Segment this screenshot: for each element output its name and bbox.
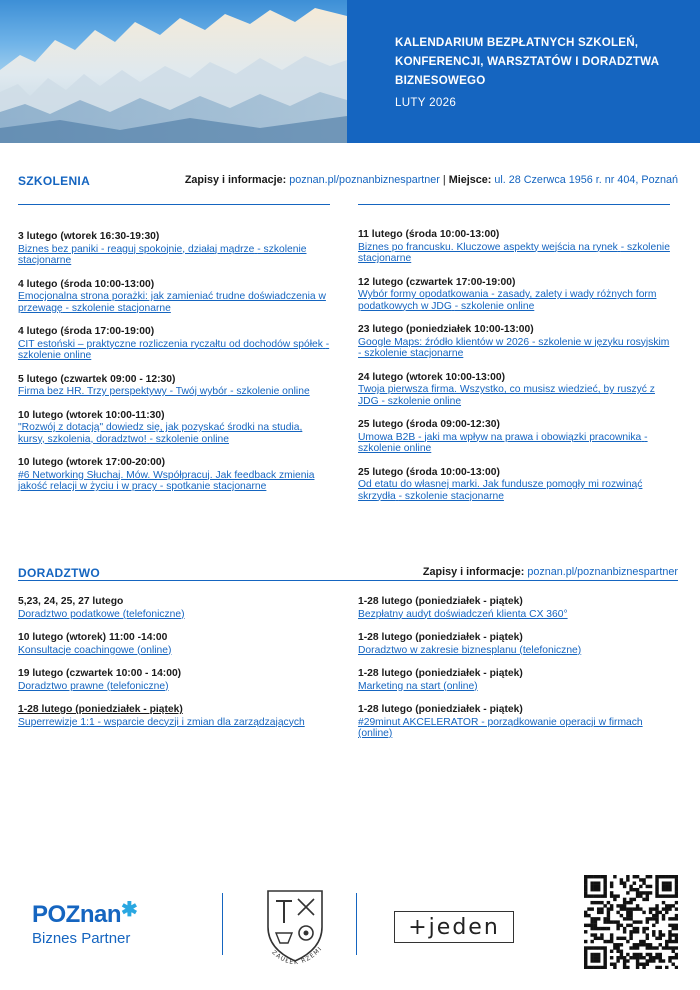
event-date: 5,23, 24, 25, 27 lutego [18,596,124,607]
advisory-title: DORADZTWO [18,566,101,580]
event-date: 19 lutego (czwartek 10:00 - 14:00) [18,668,182,679]
training-place-value: ul. 28 Czerwca 1956 r. nr 404, Poznań [494,174,678,186]
footer-divider [356,893,357,955]
list-item [358,668,670,692]
event-date: 10 lutego (wtorek) 11:00 -14:00 [18,632,168,643]
event-date: 1-28 lutego (poniedziałek - piątek) [358,704,523,715]
event-date: 1-28 lutego (poniedziałek - piątek) [358,668,523,679]
poznan-logo-subtitle: Biznes Partner [32,930,131,947]
event-link[interactable]: #29minut AKCELERATOR - porządkowanie operacji w firmach (online) [358,716,643,739]
event-link[interactable]: Biznes bez paniki - reaguj spokojnie, działaj mądrze - szkolenie stacjonarne [18,243,307,266]
list-item [18,374,330,398]
list-item [358,632,670,656]
header-banner [347,0,700,143]
footer-divider [222,893,223,955]
list-item [358,277,670,313]
event-link[interactable]: Doradztwo w zakresie biznesplanu (telefoniczne) [358,644,582,656]
advisory-left-column [18,596,330,740]
event-link[interactable]: Konsultacje coachingowe (online) [18,644,172,656]
advisory-info-label: Zapisy i informacje: [422,566,525,578]
page-footer [0,865,700,975]
training-place-label: Miejsce: [448,174,492,186]
page-month: LUTY 2026 [395,96,457,109]
qr-code-icon [584,875,678,974]
event-date: 11 lutego (środa 10:00-13:00) [358,229,500,240]
divider [18,204,330,205]
list-item [358,596,670,620]
list-item [358,324,670,360]
list-item [358,419,670,455]
winter-forest-photo [0,0,347,143]
event-link[interactable]: #6 Networking Słuchaj. Mów. Współpracuj. Jak feedback zmienia jakość relacji w życiu i w pracy - spotkanie stacjonarne [18,469,315,492]
event-link[interactable]: Twoja pierwsza firma. Wszystko, co musisz wiedzieć, by ruszyć z JDG - szkolenie online [358,384,655,407]
list-item [358,467,670,503]
event-link[interactable]: Superrewizje 1:1 - wsparcie decyzji i zmian dla zarządzających [18,716,305,728]
training-title: SZKOLENIA [18,174,91,188]
list-item [18,410,330,446]
list-item [18,704,330,728]
info-separator: | [442,174,446,186]
training-info [185,174,678,186]
divider [358,204,670,205]
list-item [18,596,330,620]
event-link[interactable]: Marketing na start (online) [358,680,478,692]
svg-text:ZAUŁEK RZEMIOSŁA [262,887,324,966]
event-date: 25 lutego (środa 09:00-12:30) [358,419,500,430]
event-link[interactable]: Wybór formy opodatkowania - zasady, zalety i wady różnych form podatkowych w JDG - szkolenie online [358,289,657,312]
list-item [358,704,670,740]
event-date: 12 lutego (czwartek 17:00-19:00) [358,276,516,288]
event-link[interactable]: CIT estoński – praktyczne rozliczenia ryczałtu od dochodów spółek - szkolenie online [18,338,330,361]
advisory-right-column [358,596,670,752]
event-link[interactable]: Doradztwo podatkowe (telefoniczne) [18,608,185,620]
event-link[interactable]: Od etatu do własnej marki. Jak fundusze pomogły mi rozwinąć skrzydła - szkolenie stacjonarne [358,479,643,502]
event-date: 1-28 lutego (poniedziałek - piątek) [18,704,183,715]
event-date: 1-28 lutego (poniedziałek - piątek) [358,596,523,607]
event-date: 4 lutego (środa 17:00-19:00) [18,326,155,337]
event-link[interactable]: Bezpłatny audyt doświadczeń klienta CX 360° [358,608,568,620]
advisory-info-link[interactable]: poznan.pl/poznanbiznespartner [527,566,678,578]
event-date: 1-28 lutego (poniedziałek - piątek) [358,632,523,643]
training-right-column [358,229,670,514]
list-item [18,668,330,692]
event-link[interactable]: "Rozwój z dotacją" dowiedz się, jak pozyskać środki na studia, kursy, szkolenia, doradztwo! - szkolenie online [18,422,303,445]
list-item [18,326,330,362]
zaulek-rzemiosla-logo [262,887,328,976]
poznan-biznes-partner-logo [32,901,137,947]
training-left-column [18,231,330,505]
list-item [18,457,330,493]
event-link[interactable]: Biznes po francusku. Kluczowe aspekty wejścia na rynek - szkolenie stacjonarne [358,241,670,264]
list-item [18,231,330,267]
event-date: 5 lutego (czwartek 09:00 - 12:30) [18,373,176,385]
event-link[interactable]: Emocjonalna strona porażki: jak zamieniać trudne doświadczenia w przewagę - szkolenie stacjonarne [18,291,326,314]
jeden-logo: +jeden [394,911,514,943]
poznan-logo-text: POZnan [32,901,122,928]
event-link[interactable]: Firma bez HR. Trzy perspektywy - Twój wybór - szkolenie online [18,386,310,397]
event-date: 10 lutego (wtorek 17:00-20:00) [18,457,166,468]
list-item [18,279,330,315]
list-item [18,632,330,656]
advisory-info [423,566,678,578]
divider [18,580,678,581]
star-icon: ✱ [121,899,138,921]
page-header [0,0,700,143]
page-title: KALENDARIUM BEZPŁATNYCH SZKOLEŃ, KONFERENCJI, WARSZTATÓW I DORADZTWA BIZNESOWEGO [395,36,659,87]
event-date: 3 lutego (wtorek 16:30-19:30) [18,231,160,242]
event-date: 10 lutego (wtorek 10:00-11:30) [18,409,165,421]
event-date: 24 lutego (wtorek 10:00-13:00) [358,371,506,383]
list-item [358,372,670,408]
event-link[interactable]: Doradztwo prawne (telefoniczne) [18,680,169,692]
training-info-label: Zapisy i informacje: [184,174,287,186]
crest-text: ZAUŁEK RZEMI [270,945,324,967]
list-item [358,229,670,265]
event-link[interactable]: Google Maps: źródło klientów w 2026 - szkolenie w języku rosyjskim - szkolenie stacjonarne [358,336,670,359]
event-date: 4 lutego (środa 10:00-13:00) [18,278,155,290]
training-info-link[interactable]: poznan.pl/poznanbiznespartner [289,174,440,186]
event-date: 23 lutego (poniedziałek 10:00-13:00) [358,324,534,335]
event-link[interactable]: Umowa B2B - jaki ma wpływ na prawa i obowiązki pracownika - szkolenie online [358,431,648,454]
event-date: 25 lutego (środa 10:00-13:00) [358,466,500,478]
